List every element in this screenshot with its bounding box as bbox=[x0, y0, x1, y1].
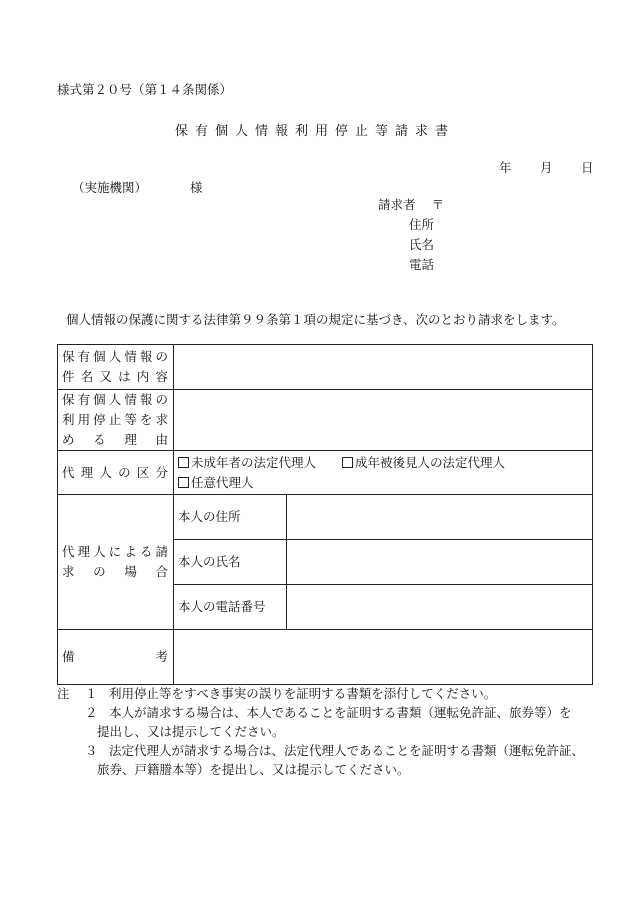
note-item-3-cont: 旅券、戸籍謄本等）を提出し、又は提示してください。 bbox=[97, 762, 410, 777]
postal-mark: 〒 bbox=[431, 197, 445, 212]
date-month-label: 月 bbox=[540, 160, 553, 175]
intro-text: 個人情報の保護に関する法律第９９条第１項の規定に基づき、次のとおり請求をします。 bbox=[66, 312, 565, 327]
agent-type-label-cell: 代理人の区分 bbox=[58, 451, 174, 495]
remarks-input-cell[interactable] bbox=[174, 630, 593, 685]
request-form-table bbox=[57, 344, 593, 685]
principal-phone-label: 本人の電話番号 bbox=[174, 585, 287, 630]
checkbox-voluntary-agent[interactable]: 任意代理人 bbox=[178, 473, 588, 493]
subject-input-cell[interactable] bbox=[174, 345, 593, 390]
principal-name-label: 本人の氏名 bbox=[174, 540, 287, 585]
form-number-label: 様式第２０号（第１４条関係） bbox=[57, 82, 233, 97]
agent-type-options-cell bbox=[174, 451, 593, 495]
principal-name-input[interactable] bbox=[287, 540, 593, 585]
checkbox-guardian-agent[interactable]: 成年被後見人の法定代理人 bbox=[342, 455, 505, 470]
principal-address-label: 本人の住所 bbox=[174, 495, 287, 540]
date-year-label: 年 bbox=[499, 160, 512, 175]
note-item-3: ３ 法定代理人が請求する場合は、法定代理人であることを証明する書類（運転免許証、 bbox=[85, 743, 585, 758]
name-label: 氏名 bbox=[408, 237, 434, 252]
requester-block bbox=[378, 195, 444, 275]
subject-label-cell: 保有個人情報の 件名又は内容 bbox=[58, 345, 174, 390]
agency-label: （実施機関） bbox=[72, 180, 148, 195]
reason-label-cell: 保有個人情報の 利用停止等を求 める理由 bbox=[58, 390, 174, 451]
note-item-2-cont: 提出し、又は提示してください。 bbox=[97, 724, 285, 739]
requester-title: 請求者 bbox=[378, 197, 416, 212]
remarks-label-cell: 備考 bbox=[58, 630, 174, 685]
date-day-label: 日 bbox=[581, 160, 594, 175]
note-item-1: 注 １ 利用停止等をすべき事実の誤りを証明する書類を添付してください。 bbox=[57, 686, 497, 701]
principal-address-input[interactable] bbox=[287, 495, 593, 540]
phone-label: 電話 bbox=[408, 257, 434, 272]
checkbox-minor-agent[interactable]: 未成年者の法定代理人 bbox=[178, 455, 316, 470]
agent-request-label-cell: 代理人による請 求の場合 bbox=[58, 495, 174, 630]
reason-input-cell[interactable] bbox=[174, 390, 593, 451]
note-item-2: ２ 本人が請求する場合は、本人であることを証明する書類（運転免許証、旅券等）を bbox=[85, 705, 572, 720]
document-title: 保有個人情報利用停止等請求書 bbox=[174, 124, 455, 139]
agency-honorific: 様 bbox=[190, 180, 203, 195]
notes-section bbox=[57, 684, 584, 779]
principal-phone-input[interactable] bbox=[287, 585, 593, 630]
address-label: 住所 bbox=[408, 217, 434, 232]
